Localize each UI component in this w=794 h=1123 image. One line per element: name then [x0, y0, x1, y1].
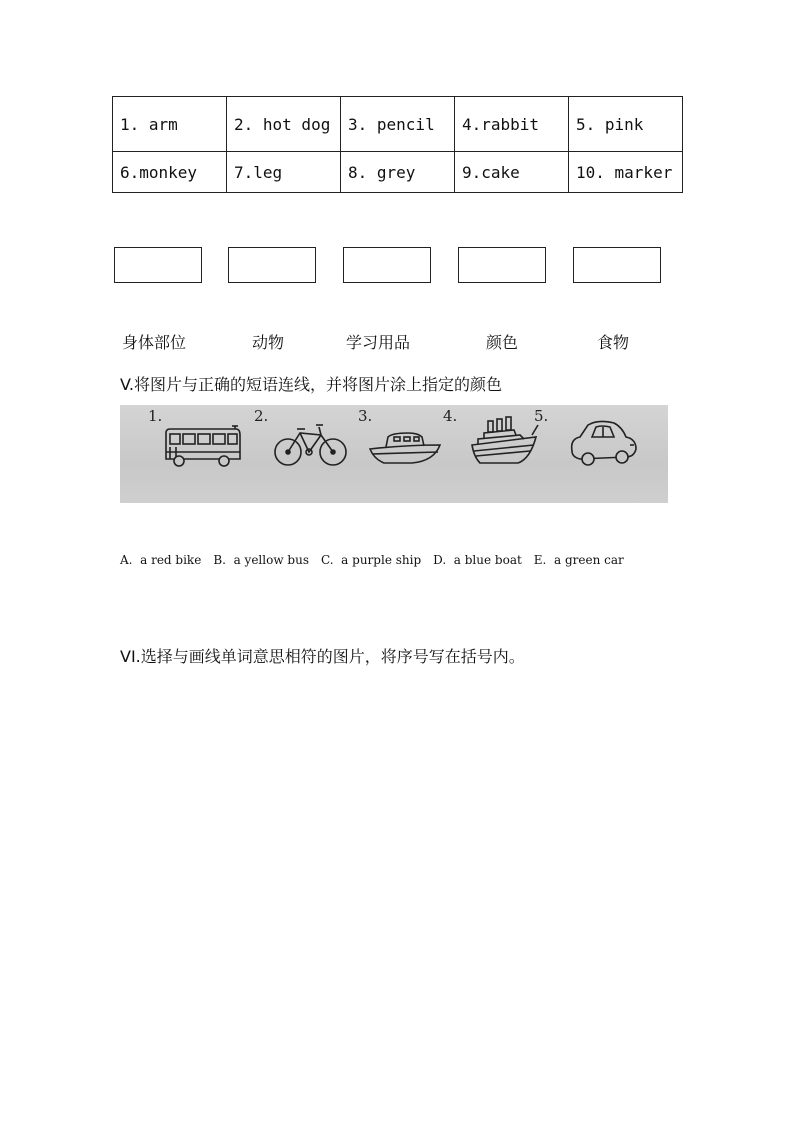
picture-number: 3. [358, 407, 373, 425]
category-label-colors: 颜色 [486, 333, 519, 352]
picture-number: 2. [254, 407, 269, 425]
car-icon[interactable] [568, 419, 638, 469]
category-label-animals: 动物 [252, 333, 285, 352]
section-6-title: VI.选择与画线单词意思相符的图片，将序号写在括号内。 [120, 647, 525, 666]
vehicles-picture [120, 405, 668, 503]
option-d[interactable]: D. a blue boat [433, 553, 522, 567]
table-cell: 10. marker [569, 152, 683, 193]
category-label-stationery: 学习用品 [346, 333, 411, 352]
section-5-title: V.将图片与正确的短语连线，并将图片涂上指定的颜色 [120, 375, 502, 394]
option-e[interactable]: E. a green car [533, 553, 624, 567]
answer-box-1[interactable] [114, 247, 202, 283]
table-row [113, 152, 683, 193]
option-b[interactable]: B. a yellow bus [213, 553, 309, 567]
answer-box-4[interactable] [458, 247, 546, 283]
table-cell: 4.rabbit [455, 97, 569, 152]
answer-box-5[interactable] [573, 247, 661, 283]
table-cell: 3. pencil [341, 97, 455, 152]
table-cell: 2. hot dog [227, 97, 341, 152]
picture-number: 1. [148, 407, 163, 425]
phrase-options [120, 550, 680, 571]
boat-icon[interactable] [368, 427, 442, 467]
answer-box-2[interactable] [228, 247, 316, 283]
table-cell: 7.leg [227, 152, 341, 193]
category-label-food: 食物 [597, 333, 630, 352]
option-a[interactable]: A. a red bike [120, 553, 202, 567]
table-cell: 6.monkey [113, 152, 227, 193]
table-row [113, 97, 683, 152]
table-cell: 5. pink [569, 97, 683, 152]
table-cell: 9.cake [455, 152, 569, 193]
table-cell: 1. arm [113, 97, 227, 152]
picture-number: 5. [534, 407, 549, 425]
bicycle-icon[interactable] [273, 417, 349, 469]
answer-box-3[interactable] [343, 247, 431, 283]
ship-icon[interactable] [470, 413, 540, 469]
bus-icon[interactable] [162, 425, 244, 469]
vocabulary-table [112, 96, 683, 193]
category-label-body-parts: 身体部位 [122, 333, 187, 352]
table-cell: 8. grey [341, 152, 455, 193]
picture-number: 4. [443, 407, 458, 425]
option-c[interactable]: C. a purple ship [320, 553, 422, 567]
